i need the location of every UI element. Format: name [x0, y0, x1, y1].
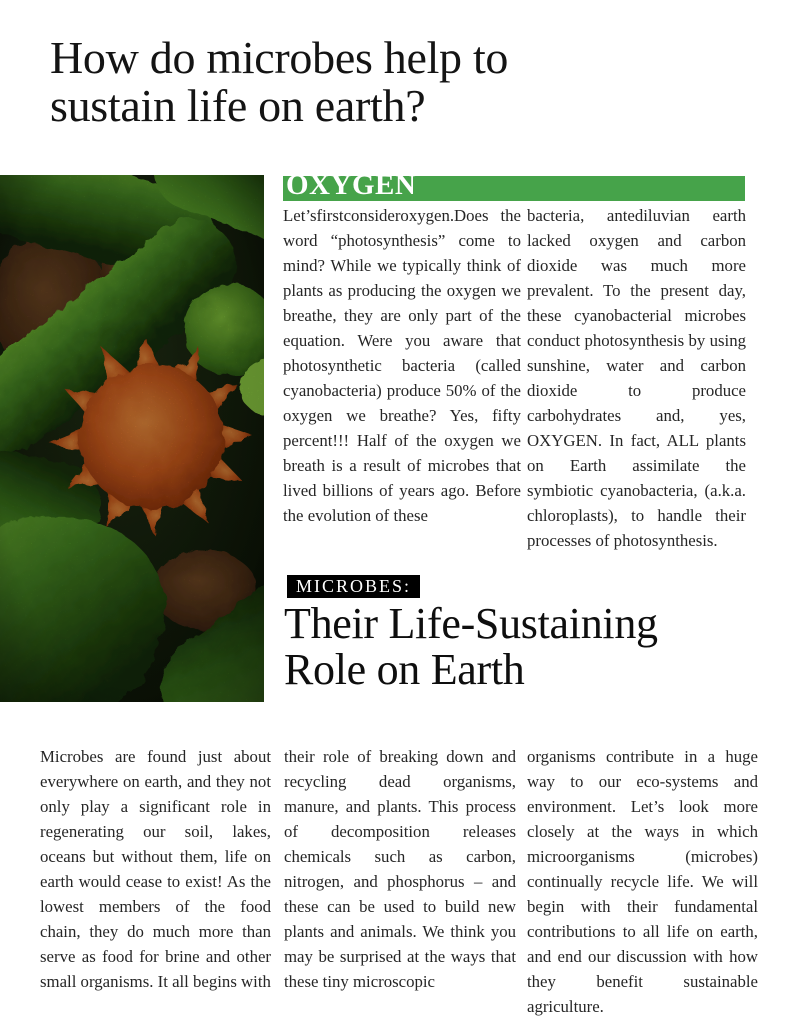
page-title-line-2: sustain life on earth?: [50, 79, 426, 131]
page-title-line-1: How do microbes help to: [50, 32, 509, 83]
oxygen-section-title: OXYGEN: [286, 169, 417, 201]
oxygen-text-column-2: bacteria, antediluvian earth lacked oxygen and carbon dioxide was much more prevalent. To the present day, these cyanobacterial microbes conduct photosynthesis by using sunshine, water and carbon dioxide to produce carbohydrates and, yes, OXYGEN. In fact, ALL plants on Earth assimilate the symbiotic cyanobacteria, (a.k.a. chloroplasts), to handle their processes of photosynthesis.: [527, 206, 746, 550]
microbes-text-column-1: Microbes are found just about everywhere on earth, and they not only play a significant role in regenerating our soil, lakes, oceans but without them, life on earth would cease to exist! As the lowest members of the food chain, they do much more than serve as food for brine and other small organisms. It all begins with: [40, 747, 271, 991]
microbes-heading-line-2: Role on Earth: [284, 645, 525, 694]
microbes-heading-line-1: Their Life-Sustaining: [284, 599, 658, 648]
microbes-kicker-label: MICROBES:: [287, 575, 420, 598]
page-title: [50, 34, 750, 130]
microbes-text-column-3: organisms contribute in a huge way to our eco-systems and environment. Let’s look more closely at the ways in which microorganisms (microbes) continually recycle life. We will begin with their fundamental contributions to all life on earth, and end our discussion with how they benefit sustainable agriculture.: [527, 747, 758, 1016]
microbes-section-heading: [284, 601, 764, 693]
microbes-text-column-2: their role of breaking down and recycling dead organisms, manure, and plants. This process of decomposition releases chemicals such as carbon, nitrogen, and phosphorus – and these can be used to build new plants and animals. We think you may be surprised at the ways that these tiny microscopic: [284, 747, 516, 991]
microbes-illustration: [0, 175, 264, 702]
photo-vignette: [0, 175, 264, 702]
oxygen-text-column-1: Let’sfirstconsideroxygen.Does the word “photosynthesis” come to mind? While we typically think of plants as producing the oxygen we breathe, they are only part of the equation. Were you aware that photosynthetic bacteria (called cyanobacteria) produce 50% of the oxygen we breathe? Yes, fifty percent!!! Half of the oxygen we breath is a result of microbes that lived billions of years ago. Before the evolution of these: [283, 206, 521, 525]
microbes-photo: [0, 175, 264, 702]
